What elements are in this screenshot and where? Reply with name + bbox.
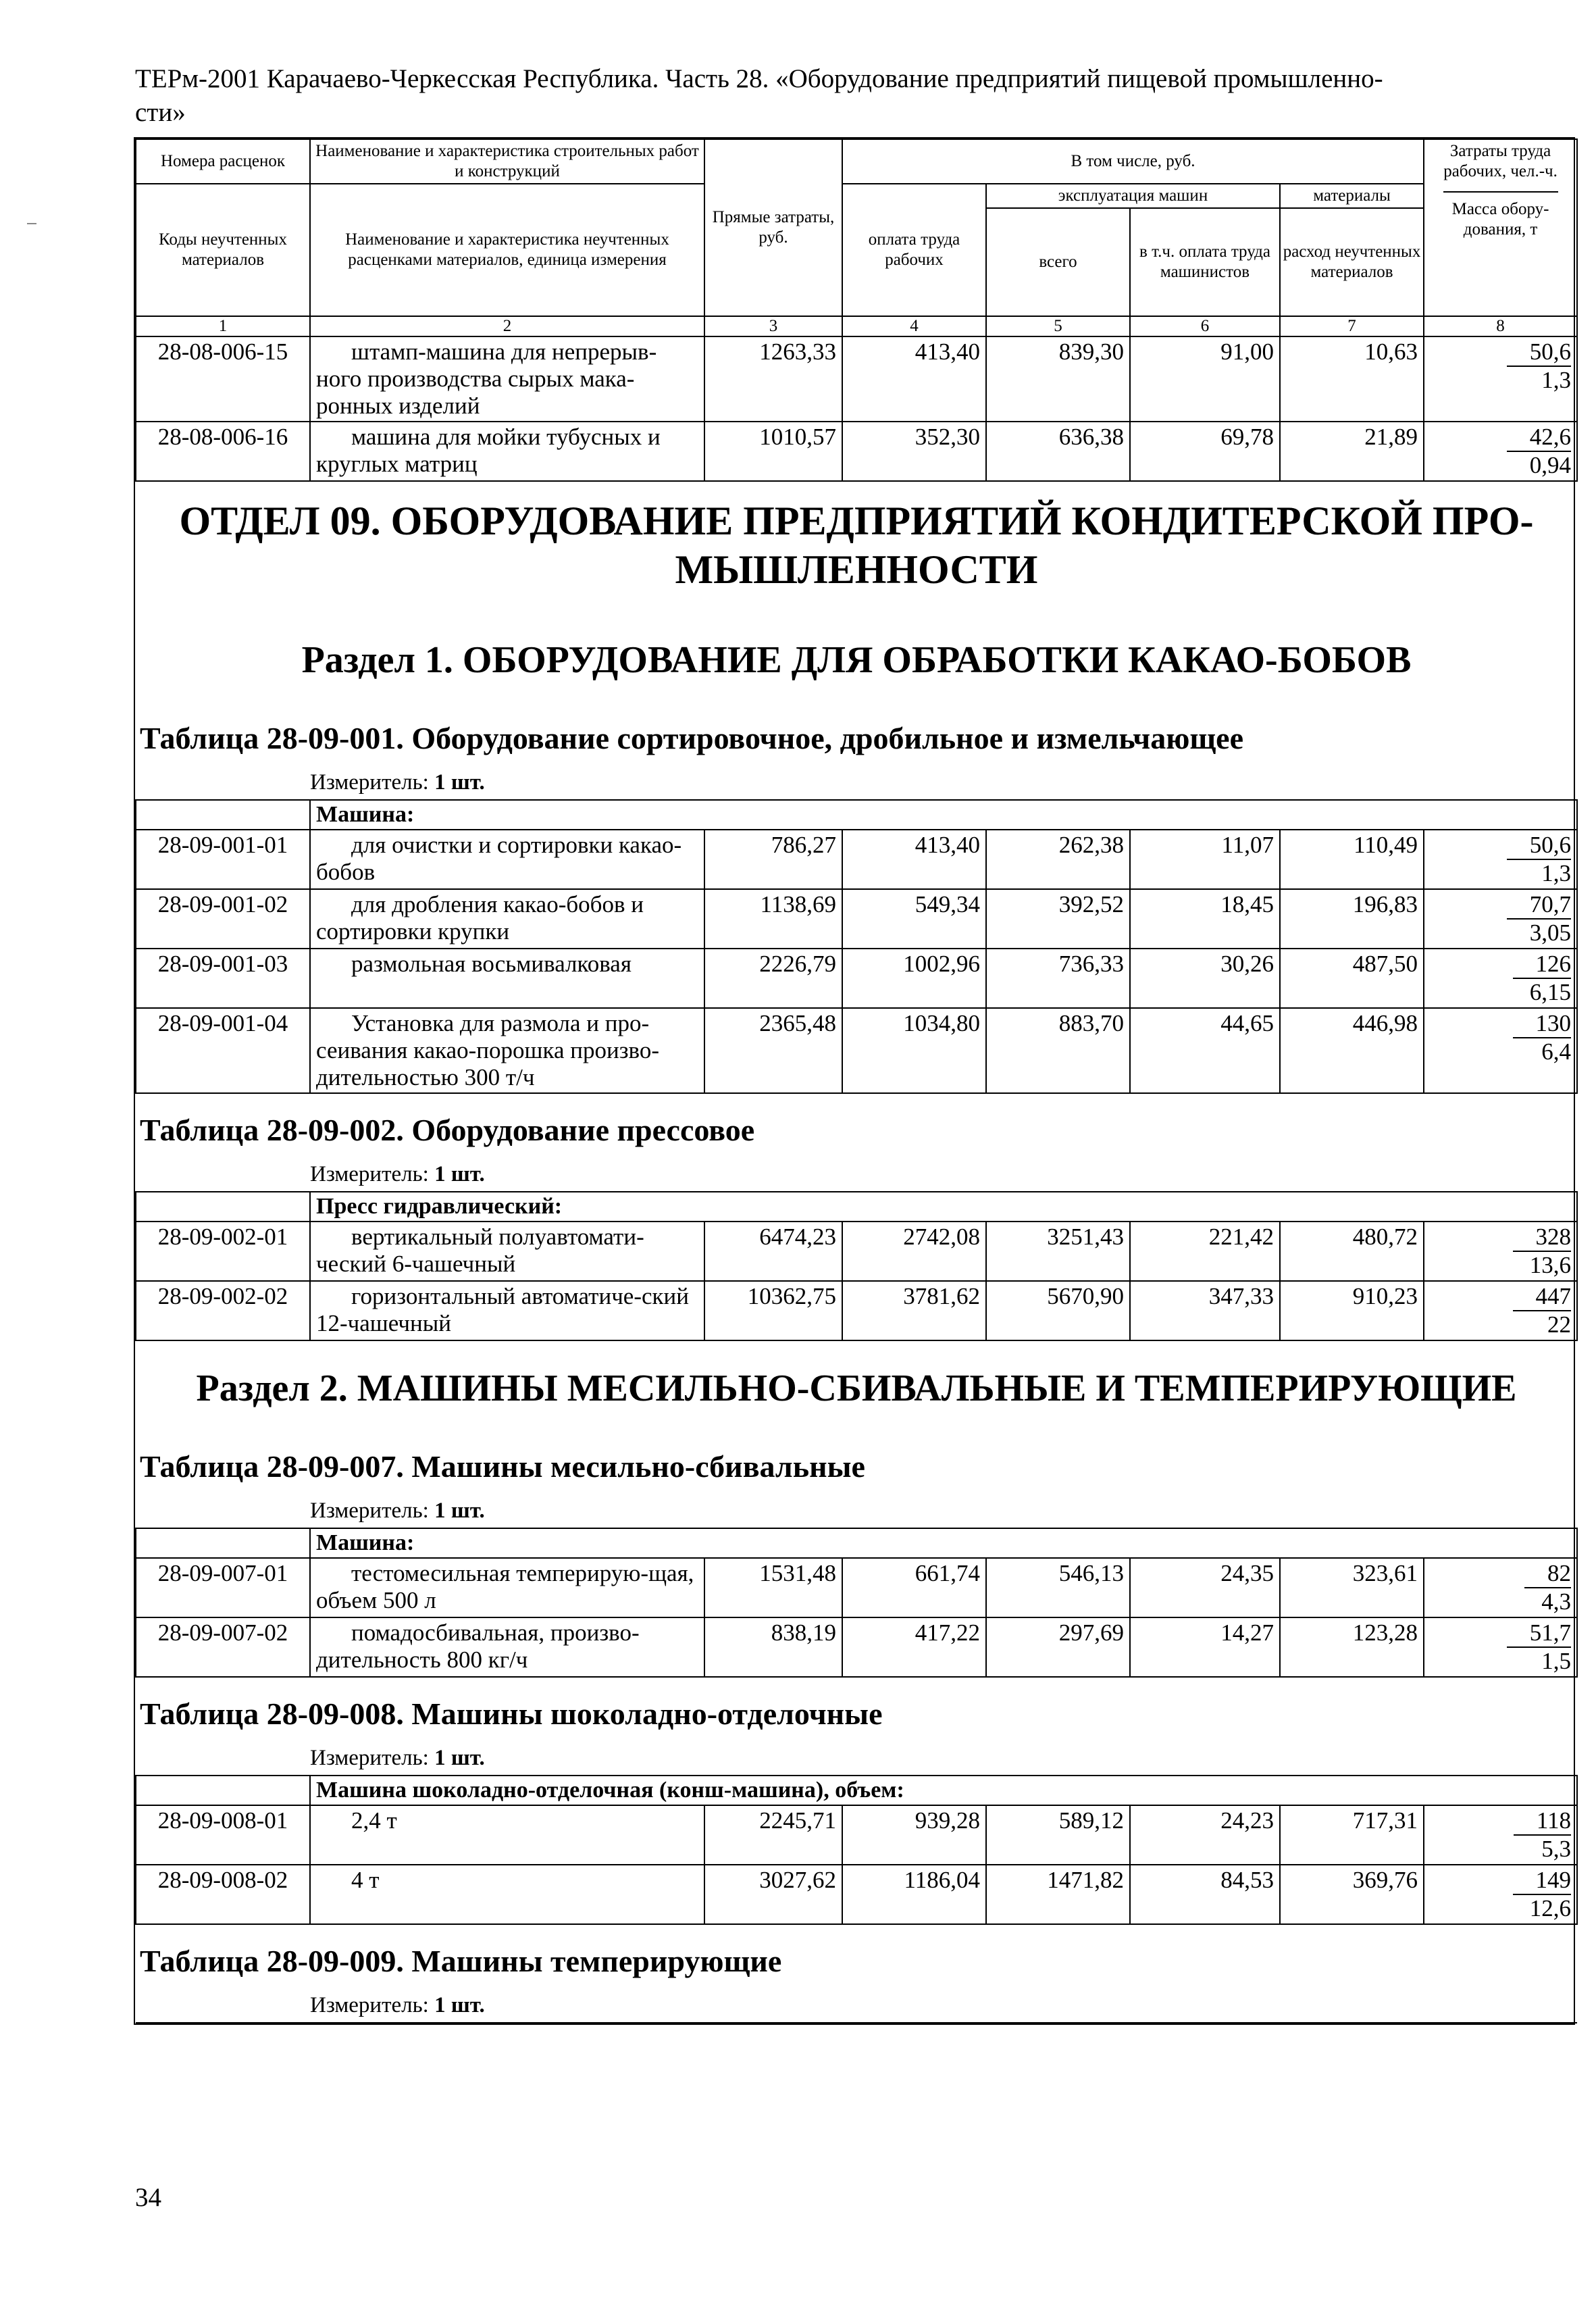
labor-hours: 447 <box>1513 1283 1572 1311</box>
rate-code: 28-09-001-01 <box>136 830 310 889</box>
materials-cost: 446,98 <box>1280 1008 1424 1093</box>
labor-hours: 130 <box>1513 1010 1572 1038</box>
rate-code: 28-08-006-15 <box>136 336 310 422</box>
table-row <box>136 1281 1577 1340</box>
header-col1-bottom: Коды неучтенных материалов <box>136 184 310 316</box>
rate-description: тестомесильная темперирую-щая, объем 500 л <box>310 1558 704 1617</box>
machinist-wage: 18,45 <box>1130 889 1280 949</box>
header-col3: Прямые затраты, руб. <box>704 139 842 316</box>
col-number: 1 <box>136 316 310 336</box>
group-row <box>136 1192 1577 1222</box>
labor-and-mass <box>1424 336 1577 422</box>
materials-cost: 323,61 <box>1280 1558 1424 1617</box>
machine-cost: 839,30 <box>986 336 1130 422</box>
group-label: Машина: <box>310 800 1577 830</box>
rates-document-frame <box>134 137 1575 2025</box>
equipment-mass: 12,6 <box>1529 1895 1572 1921</box>
labor-wage: 417,22 <box>842 1617 986 1677</box>
labor-hours: 149 <box>1513 1867 1572 1895</box>
materials-cost: 10,63 <box>1280 336 1424 422</box>
meter <box>136 770 1577 799</box>
labor-hours: 51,7 <box>1507 1619 1571 1648</box>
labor-hours: 50,6 <box>1507 832 1571 860</box>
col-number: 7 <box>1280 316 1424 336</box>
labor-and-mass <box>1424 422 1577 481</box>
header-group-materials: материалы <box>1280 184 1424 208</box>
machinist-wage: 11,07 <box>1130 830 1280 889</box>
labor-wage: 939,28 <box>842 1805 986 1865</box>
col-number: 2 <box>310 316 704 336</box>
page-number: 34 <box>135 2183 161 2212</box>
rate-description: штамп-машина для непрерыв-ного производства сырых мака-ронных изделий <box>310 336 704 422</box>
machinist-wage: 91,00 <box>1130 336 1280 422</box>
labor-wage: 549,34 <box>842 889 986 949</box>
labor-hours: 126 <box>1513 951 1572 979</box>
group-label: Машина шоколадно-отделочная (конш-машина), объем: <box>310 1776 1577 1805</box>
labor-and-mass <box>1424 1805 1577 1865</box>
machinist-wage: 84,53 <box>1130 1865 1280 1924</box>
direct-cost: 1010,57 <box>704 422 842 481</box>
table-row <box>136 1617 1577 1677</box>
materials-cost: 196,83 <box>1280 889 1424 949</box>
labor-and-mass <box>1424 1865 1577 1924</box>
materials-cost: 717,31 <box>1280 1805 1424 1865</box>
meter-value: 1 шт. <box>434 770 485 795</box>
page-header <box>135 62 1506 130</box>
machine-cost: 546,13 <box>986 1558 1130 1617</box>
department-heading-row <box>136 481 1577 800</box>
column-number-row <box>136 316 1577 336</box>
labor-and-mass <box>1424 830 1577 889</box>
labor-and-mass <box>1424 1222 1577 1281</box>
labor-and-mass <box>1424 1281 1577 1340</box>
table-heading-row <box>136 1093 1577 1192</box>
rate-description: для дробления какао-бобов и сортировки крупки <box>310 889 704 949</box>
equipment-mass: 5,3 <box>1541 1836 1572 1862</box>
materials-cost: 110,49 <box>1280 830 1424 889</box>
col-number: 4 <box>842 316 986 336</box>
meter <box>136 1992 1577 2022</box>
header-col7: расход неучтенных материалов <box>1280 208 1424 316</box>
labor-wage: 352,30 <box>842 422 986 481</box>
meter-label: Измеритель: <box>310 1499 429 1523</box>
header-col6: в т.ч. оплата труда машинистов <box>1130 208 1280 316</box>
direct-cost: 838,19 <box>704 1617 842 1677</box>
machine-cost: 636,38 <box>986 422 1130 481</box>
meter <box>136 1498 1577 1528</box>
table-row <box>136 1008 1577 1093</box>
equipment-mass: 6,15 <box>1529 979 1572 1005</box>
machine-cost: 1471,82 <box>986 1865 1130 1924</box>
table-row <box>136 889 1577 949</box>
table-row <box>136 830 1577 889</box>
machine-cost: 392,52 <box>986 889 1130 949</box>
group-row <box>136 1776 1577 1805</box>
machine-cost: 589,12 <box>986 1805 1130 1865</box>
group-row <box>136 1528 1577 1558</box>
labor-hours: 118 <box>1514 1807 1571 1836</box>
labor-and-mass <box>1424 1008 1577 1093</box>
table-row <box>136 1805 1577 1865</box>
labor-hours: 328 <box>1513 1224 1572 1252</box>
equipment-mass: 4,3 <box>1541 1588 1572 1615</box>
rate-code: 28-08-006-16 <box>136 422 310 481</box>
rate-code: 28-09-007-02 <box>136 1617 310 1677</box>
table-row <box>136 949 1577 1008</box>
rate-description: горизонтальный автоматиче-ский 12-чашечный <box>310 1281 704 1340</box>
table-title-008: Таблица 28-09-008. Машины шоколадно-отделочные <box>140 1696 883 1731</box>
col-number: 3 <box>704 316 842 336</box>
machinist-wage: 24,35 <box>1130 1558 1280 1617</box>
labor-and-mass <box>1424 889 1577 949</box>
materials-cost: 21,89 <box>1280 422 1424 481</box>
table-row <box>136 422 1577 481</box>
machine-cost: 883,70 <box>986 1008 1130 1093</box>
table-row <box>136 1558 1577 1617</box>
rate-description: Установка для размола и про-сеивания какао-порошка произво-дительностью 300 т/ч <box>310 1008 704 1093</box>
header-col8-bottom: Масса обору-дования, т <box>1451 200 1549 238</box>
machine-cost: 297,69 <box>986 1617 1130 1677</box>
rate-code: 28-09-002-02 <box>136 1281 310 1340</box>
labor-hours: 82 <box>1524 1560 1571 1588</box>
header-group-cost: В том числе, руб. <box>842 139 1424 184</box>
equipment-mass: 6,4 <box>1541 1038 1572 1065</box>
rate-description: машина для мойки тубусных и круглых матриц <box>310 422 704 481</box>
header-line-1: ТЕРм-2001 Карачаево-Черкесская Республика. Часть 28. «Оборудование предприятий пищевой промышленно- <box>135 64 1383 93</box>
machinist-wage: 30,26 <box>1130 949 1280 1008</box>
machine-cost: 736,33 <box>986 949 1130 1008</box>
equipment-mass: 3,05 <box>1529 920 1572 946</box>
header-group-machines: эксплуатация машин <box>986 184 1280 208</box>
meter-value: 1 шт. <box>434 1499 485 1523</box>
col-number: 5 <box>986 316 1130 336</box>
materials-cost: 910,23 <box>1280 1281 1424 1340</box>
rate-code: 28-09-007-01 <box>136 1558 310 1617</box>
header-row-1 <box>136 139 1577 184</box>
table-row <box>136 336 1577 422</box>
rate-code: 28-09-001-04 <box>136 1008 310 1093</box>
labor-wage: 2742,08 <box>842 1222 986 1281</box>
header-col5: всего <box>986 208 1130 316</box>
meter-label: Измеритель: <box>310 1993 429 2017</box>
col-number: 8 <box>1424 316 1577 336</box>
equipment-mass: 1,5 <box>1541 1648 1572 1674</box>
group-label: Пресс гидравлический: <box>310 1192 1577 1222</box>
materials-cost: 123,28 <box>1280 1617 1424 1677</box>
table-title-007: Таблица 28-09-007. Машины месильно-сбивальные <box>140 1449 865 1484</box>
header-col8 <box>1424 139 1577 316</box>
machinist-wage: 69,78 <box>1130 422 1280 481</box>
rates-table <box>135 139 1578 2023</box>
rate-code: 28-09-002-01 <box>136 1222 310 1281</box>
rate-code: 28-09-008-02 <box>136 1865 310 1924</box>
equipment-mass: 1,3 <box>1541 367 1572 393</box>
labor-wage: 413,40 <box>842 336 986 422</box>
meter-value: 1 шт. <box>434 1993 485 2017</box>
machine-cost: 5670,90 <box>986 1281 1130 1340</box>
header-line-2: сти» <box>135 98 186 127</box>
labor-wage: 3781,62 <box>842 1281 986 1340</box>
header-col4: оплата труда рабочих <box>842 184 986 316</box>
labor-wage: 413,40 <box>842 830 986 889</box>
labor-and-mass <box>1424 1617 1577 1677</box>
header-row-2 <box>136 184 1577 208</box>
direct-cost: 1138,69 <box>704 889 842 949</box>
table-title-002: Таблица 28-09-002. Оборудование прессовое <box>140 1113 755 1147</box>
direct-cost: 10362,75 <box>704 1281 842 1340</box>
header-col2-bottom: Наименование и характеристика неучтенных расценками материалов, единица измерения <box>310 184 704 316</box>
labor-and-mass <box>1424 1558 1577 1617</box>
department-title: ОТДЕЛ 09. ОБОРУДОВАНИЕ ПРЕДПРИЯТИЙ КОНДИТЕРСКОЙ ПРО-МЫШЛЕННОСТИ <box>179 499 1534 592</box>
materials-cost: 487,50 <box>1280 949 1424 1008</box>
section-1-title: Раздел 1. ОБОРУДОВАНИЕ ДЛЯ ОБРАБОТКИ КАКАО-БОБОВ <box>301 639 1412 681</box>
direct-cost: 1263,33 <box>704 336 842 422</box>
machinist-wage: 44,65 <box>1130 1008 1280 1093</box>
table-row <box>136 1865 1577 1924</box>
equipment-mass: 1,3 <box>1541 860 1572 886</box>
machinist-wage: 347,33 <box>1130 1281 1280 1340</box>
machinist-wage: 24,23 <box>1130 1805 1280 1865</box>
table-heading-row <box>136 1677 1577 1776</box>
header-col8-divider <box>1443 191 1558 193</box>
header-col1-top: Номера расценок <box>136 139 310 184</box>
section-heading-row <box>136 1340 1577 1528</box>
meter-label: Измеритель: <box>310 1746 429 1770</box>
machinist-wage: 221,42 <box>1130 1222 1280 1281</box>
header-col8-top: Затраты труда рабочих, чел.-ч. <box>1443 142 1558 180</box>
rate-code: 28-09-008-01 <box>136 1805 310 1865</box>
direct-cost: 2245,71 <box>704 1805 842 1865</box>
machine-cost: 3251,43 <box>986 1222 1130 1281</box>
direct-cost: 6474,23 <box>704 1222 842 1281</box>
equipment-mass: 13,6 <box>1529 1252 1572 1278</box>
labor-wage: 1002,96 <box>842 949 986 1008</box>
rate-code: 28-09-001-03 <box>136 949 310 1008</box>
meter <box>136 1161 1577 1191</box>
rate-description: размольная восьмивалковая <box>310 949 704 1008</box>
labor-hours: 50,6 <box>1507 338 1571 367</box>
direct-cost: 2226,79 <box>704 949 842 1008</box>
scan-mark <box>27 223 36 224</box>
materials-cost: 480,72 <box>1280 1222 1424 1281</box>
group-label: Машина: <box>310 1528 1577 1558</box>
machinist-wage: 14,27 <box>1130 1617 1280 1677</box>
table-title-001: Таблица 28-09-001. Оборудование сортировочное, дробильное и измельчающее <box>140 721 1244 755</box>
labor-hours: 70,7 <box>1507 891 1571 920</box>
direct-cost: 786,27 <box>704 830 842 889</box>
equipment-mass: 0,94 <box>1529 452 1572 478</box>
labor-wage: 1186,04 <box>842 1865 986 1924</box>
group-row <box>136 800 1577 830</box>
meter-value: 1 шт. <box>434 1746 485 1770</box>
section-2-title: Раздел 2. МАШИНЫ МЕСИЛЬНО-СБИВАЛЬНЫЕ И ТЕМПЕРИРУЮЩИЕ <box>196 1367 1517 1409</box>
labor-hours: 42,6 <box>1507 424 1571 452</box>
direct-cost: 2365,48 <box>704 1008 842 1093</box>
rate-description: помадосбивальная, произво-дительность 800 кг/ч <box>310 1617 704 1677</box>
rate-description: вертикальный полуавтомати-ческий 6-чашечный <box>310 1222 704 1281</box>
meter-value: 1 шт. <box>434 1162 485 1186</box>
header-col2-top: Наименование и характеристика строительных работ и конструкций <box>310 139 704 184</box>
rate-description: 4 т <box>310 1865 704 1924</box>
rate-code: 28-09-001-02 <box>136 889 310 949</box>
meter-label: Измеритель: <box>310 770 429 795</box>
table-row <box>136 1222 1577 1281</box>
direct-cost: 1531,48 <box>704 1558 842 1617</box>
rate-description: для очистки и сортировки какао-бобов <box>310 830 704 889</box>
table-heading-row <box>136 1924 1577 2023</box>
meter-label: Измеритель: <box>310 1162 429 1186</box>
rate-description: 2,4 т <box>310 1805 704 1865</box>
labor-wage: 1034,80 <box>842 1008 986 1093</box>
equipment-mass: 22 <box>1547 1311 1572 1338</box>
materials-cost: 369,76 <box>1280 1865 1424 1924</box>
labor-wage: 661,74 <box>842 1558 986 1617</box>
col-number: 6 <box>1130 316 1280 336</box>
direct-cost: 3027,62 <box>704 1865 842 1924</box>
machine-cost: 262,38 <box>986 830 1130 889</box>
meter <box>136 1745 1577 1775</box>
labor-and-mass <box>1424 949 1577 1008</box>
table-title-009: Таблица 28-09-009. Машины темперирующие <box>140 1944 782 1978</box>
